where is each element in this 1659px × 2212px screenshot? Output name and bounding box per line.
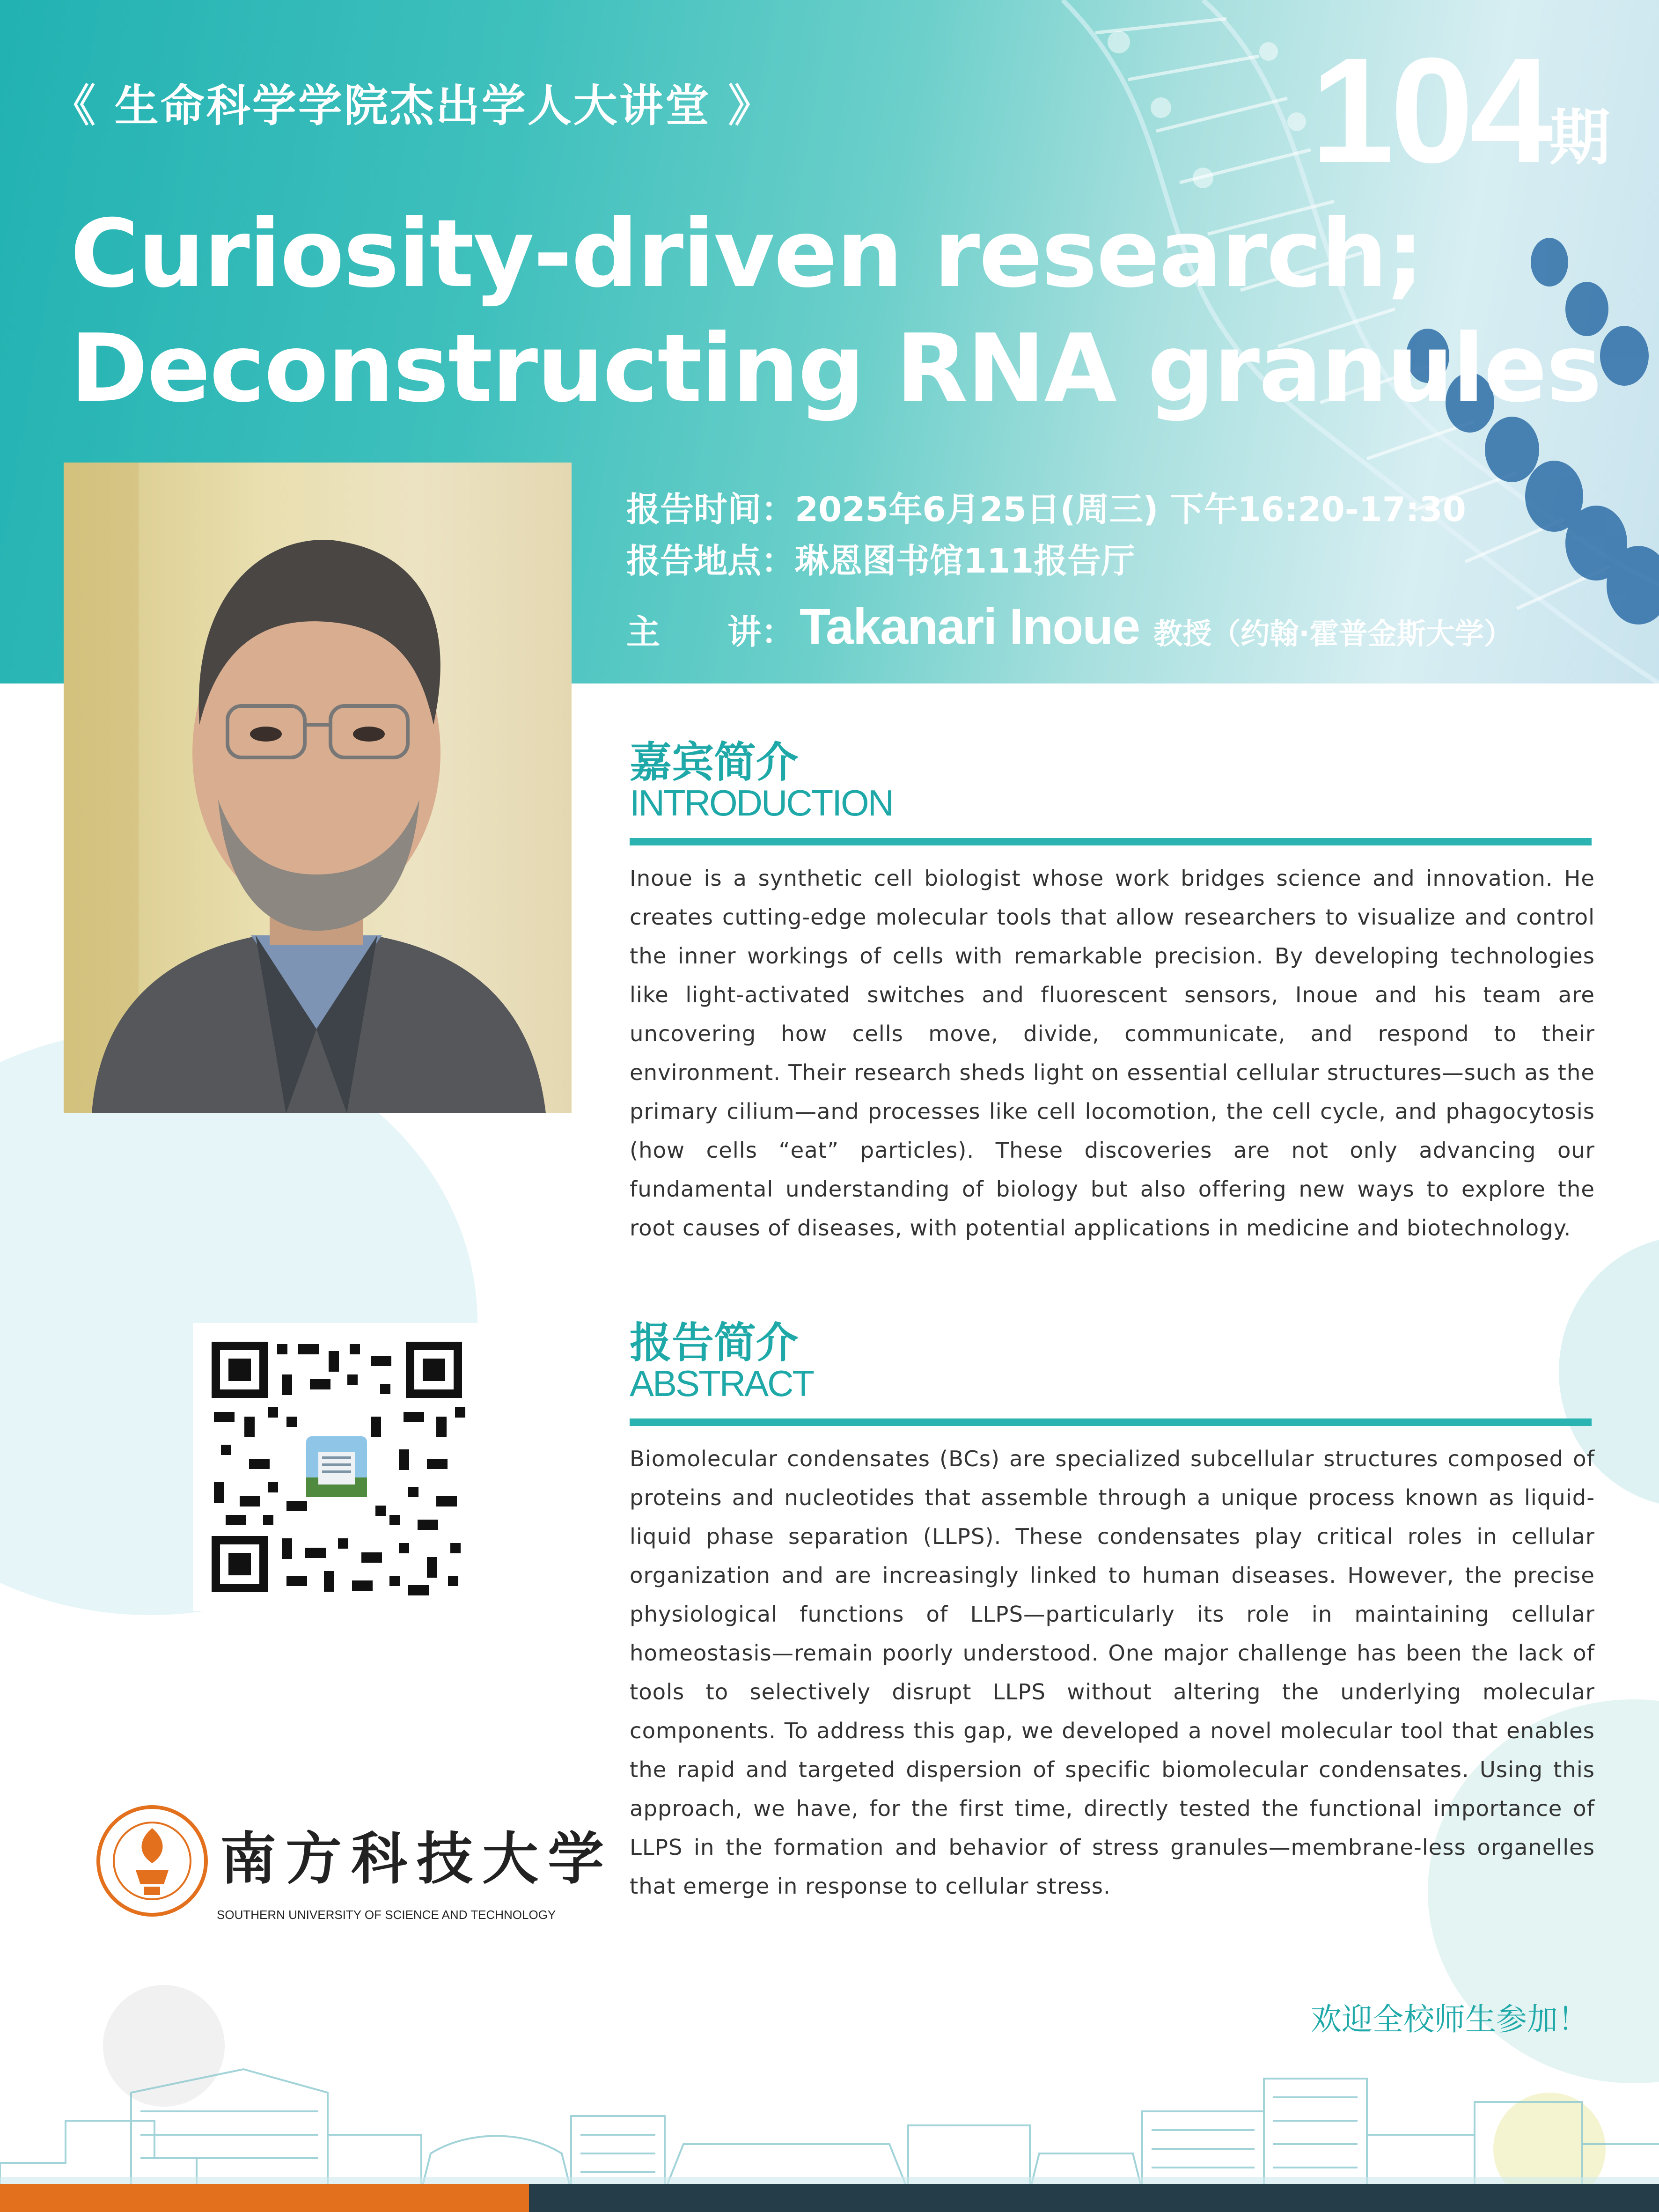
university-name-en: SOUTHERN UNIVERSITY OF SCIENCE AND TECHNOLOGY [217,1908,556,1922]
talk-title-line1: Curiosity-driven research; [70,199,1424,309]
speaker-photo [64,463,572,1113]
welcome-message: 欢迎全校师生参加！ [1311,2001,1589,2037]
introduction-heading-cn: 嘉宾简介 [630,738,798,787]
talk-title [70,197,1638,426]
introduction-text: Inoue is a synthetic cell biologist whose work bridges science and innovation. He creates cutting-edge molecular tools that allow researchers to visualize and control the inner workings of cells with remarkable precision. By developing technologies like light-activated switches and fluorescent sensors, Inoue and his team are uncovering how cells move, divide, communicate, and respond to their environment. Their research sheds light on essential cellular structures—such as the primary cilium—and processes like cell locomotion, the cell cycle, and phagocytosis (how cells “eat” particles). These discoveries are not only advancing our fundamental understanding of biology but also offering new ways to explore the root causes of diseases, with potential applications in medicine and biotechnology. [630,866,1595,1241]
speaker-name: Takanari Inoue [800,598,1140,654]
talk-time: 报告时间：2025年6月25日(周三) 下午16:20-17:30 [626,490,1466,529]
issue-suffix: 期 [1549,102,1611,173]
qr-code[interactable] [193,1323,481,1611]
issue-number: 104 [1311,26,1549,194]
series-title: 《 生命科学学院杰出学人大讲堂 》 [51,81,774,132]
speaker-affiliation: 教授（约翰·霍普金斯大学） [1153,617,1513,651]
talk-title-line2: Deconstructing RNA granules [70,314,1601,423]
abstract-heading-en: ABSTRACT [630,1363,814,1404]
speaker-label: 主 讲： [626,612,795,652]
speaker-row [626,597,1513,655]
university-logo-emblem [94,1802,211,1919]
footer-bar-dark [529,2184,1659,2212]
abstract-heading-cn: 报告简介 [630,1318,798,1367]
footer-bar-orange [0,2184,529,2212]
section-divider [630,838,1592,845]
abstract-text: Biomolecular condensates (BCs) are specialized subcellular structures composed of proteins and nucleotides that assemble through a unique process known as liquid-liquid phase separation (LLPS). These condensates play critical roles in cellular organization and are increasingly linked to human diseases. However, the precise physiological functions of LLPS—particularly its role in maintaining cellular homeostasis—remain poorly understood. One major challenge has been the lack of tools to selectively disrupt LLPS without altering the underlying molecular components. To address this gap, we developed a novel molecular tool that enables the rapid and targeted dispersion of specific biomolecular condensates. Using this approach, we have, for the first time, directly tested the functional importance of LLPS in the formation and behavior of stress granules—membrane-less organelles that emerge in response to cellular stress. [630,1446,1595,1899]
talk-location: 报告地点：琳恩图书馆111报告厅 [626,541,1135,581]
introduction-heading-en: INTRODUCTION [630,782,893,823]
campus-skyline-illustration [0,2050,1659,2191]
section-divider [630,1418,1592,1426]
university-name-cn: 南方科技大学 [220,1826,613,1892]
